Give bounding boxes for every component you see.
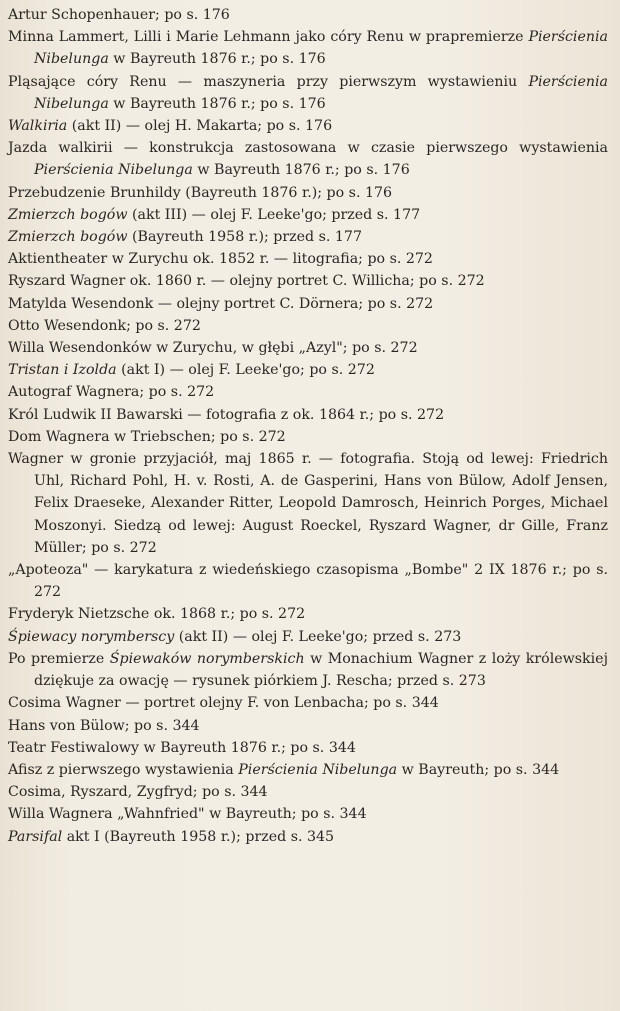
entry-text: Cosima, Ryszard, Zygfryd; po s. 344: [8, 784, 268, 801]
entry-text: Hans von Bülow; po s. 344: [8, 717, 200, 734]
list-item: [8, 759, 608, 781]
entry-text: (Bayreuth 1958 r.); przed s. 177: [127, 229, 362, 246]
list-item: [8, 26, 608, 70]
entry-text: (akt I) — olej F. Leeke'go; po s. 272: [116, 362, 375, 379]
list-item: [8, 781, 608, 803]
list-item: [8, 337, 608, 359]
list-item: [8, 182, 608, 204]
list-item: [8, 293, 608, 315]
italic-title: Śpiewacy norymberscy: [8, 628, 175, 645]
list-item: [8, 404, 608, 426]
entry-text: w Monachium Wagner z loży królewskiej dziękuje za owację — rysunek piórkiem J. Rescha; przed s. 273: [34, 650, 608, 690]
entry-text: Willa Wesendonków w Zurychu, w głębi „Azyl"; po s. 272: [8, 340, 418, 357]
entry-text: (akt II) — olej F. Leeke'go; przed s. 273: [174, 628, 462, 645]
entry-text: Po premierze: [8, 650, 110, 667]
list-item: [8, 137, 608, 181]
list-item: [8, 381, 608, 403]
list-item: [8, 603, 608, 625]
italic-title: Pierścienia Nibelunga: [238, 761, 398, 778]
entry-text: w Bayreuth 1876 r.; po s. 176: [108, 51, 326, 68]
list-item: [8, 826, 608, 848]
italic-title: Pierścienia Nibelunga: [34, 73, 608, 112]
italic-title: Pierścienia Nibelunga: [34, 162, 193, 179]
italic-title: Śpiewaków norymberskich: [109, 650, 305, 667]
entry-text: Jazda walkirii — konstrukcja zastosowana w czasie pierwszego wystawienia: [8, 140, 608, 157]
list-item: [8, 315, 608, 337]
list-item: [8, 426, 608, 448]
entry-text: Afisz z pierwszego wystawienia: [8, 761, 239, 778]
list-item: [8, 226, 608, 248]
italic-title: Pierścienia Nibelunga: [34, 29, 608, 68]
list-item: [8, 803, 608, 825]
entry-text: Wagner w gronie przyjaciół, maj 1865 r. — fotografia. Stoją od lewej: Friedrich Uhl, Richard Pohl, H. v. Rosti, A. de Gasperini, Hans von Bülow, Adolf Jensen, Felix Draeseke, Alexander Ritter, Leopold Damrosch, Heinrich Porges, Michael Moszonyi. Siedzą od lewej: August Roeckel, Ryszard Wagner, dr Gille, Franz Müller; po s. 272: [8, 451, 608, 556]
entry-text: (akt II) — olej H. Makarta; po s. 176: [67, 118, 333, 135]
entry-text: w Bayreuth; po s. 344: [397, 761, 560, 778]
italic-title: Walkiria: [8, 118, 68, 135]
entry-text: w Bayreuth 1876 r.; po s. 176: [192, 162, 410, 179]
list-item: [8, 270, 608, 292]
entry-text: Matylda Wesendonk — olejny portret C. Dörnera; po s. 272: [8, 295, 434, 312]
list-item: [8, 559, 608, 603]
italic-title: Tristan i Izolda: [8, 362, 117, 379]
entry-text: Cosima Wagner — portret olejny F. von Lenbacha; po s. 344: [8, 695, 439, 712]
list-item: [8, 448, 608, 559]
entry-text: Aktientheater w Zurychu ok. 1852 r. — litografia; po s. 272: [8, 251, 433, 268]
list-item: [8, 692, 608, 714]
entry-text: Pląsające córy Renu — maszyneria przy pierwszym wystawieniu: [8, 73, 529, 90]
list-item: [8, 248, 608, 270]
list-item: [8, 4, 608, 26]
entry-text: Autograf Wagnera; po s. 272: [8, 384, 215, 401]
entry-text: Teatr Festiwalowy w Bayreuth 1876 r.; po s. 344: [8, 739, 356, 756]
entry-text: Artur Schopenhauer; po s. 176: [8, 7, 230, 23]
illustration-list: [8, 4, 608, 848]
list-item: [8, 359, 608, 381]
list-item: [8, 715, 608, 737]
entry-text: w Bayreuth 1876 r.; po s. 176: [108, 95, 326, 112]
list-item: [8, 648, 608, 692]
entry-text: Król Ludwik II Bawarski — fotografia z ok. 1864 r.; po s. 272: [8, 406, 445, 423]
italic-title: Zmierzch bogów: [8, 206, 128, 223]
entry-text: Fryderyk Nietzsche ok. 1868 r.; po s. 272: [8, 606, 306, 623]
italic-title: Parsifal: [8, 828, 63, 845]
list-item: [8, 626, 608, 648]
entry-text: akt I (Bayreuth 1958 r.); przed s. 345: [62, 828, 335, 845]
entry-text: „Apoteoza" — karykatura z wiedeńskiego czasopisma „Bombe" 2 IX 1876 r.; po s. 272: [8, 562, 608, 601]
entry-text: Minna Lammert, Lilli i Marie Lehmann jako córy Renu w prapremierze: [8, 29, 529, 46]
list-item: [8, 204, 608, 226]
entry-text: Ryszard Wagner ok. 1860 r. — olejny portret C. Willicha; po s. 272: [8, 273, 485, 290]
list-item: [8, 115, 608, 137]
italic-title: Zmierzch bogów: [8, 229, 128, 246]
entry-text: Dom Wagnera w Triebschen; po s. 272: [8, 428, 286, 445]
list-item: [8, 71, 608, 115]
list-item: [8, 737, 608, 759]
entry-text: Przebudzenie Brunhildy (Bayreuth 1876 r.); po s. 176: [8, 184, 393, 201]
entry-text: Willa Wagnera „Wahnfried" w Bayreuth; po s. 344: [8, 806, 367, 823]
entry-text: (akt III) — olej F. Leeke'go; przed s. 177: [127, 206, 421, 223]
entry-text: Otto Wesendonk; po s. 272: [8, 317, 201, 334]
